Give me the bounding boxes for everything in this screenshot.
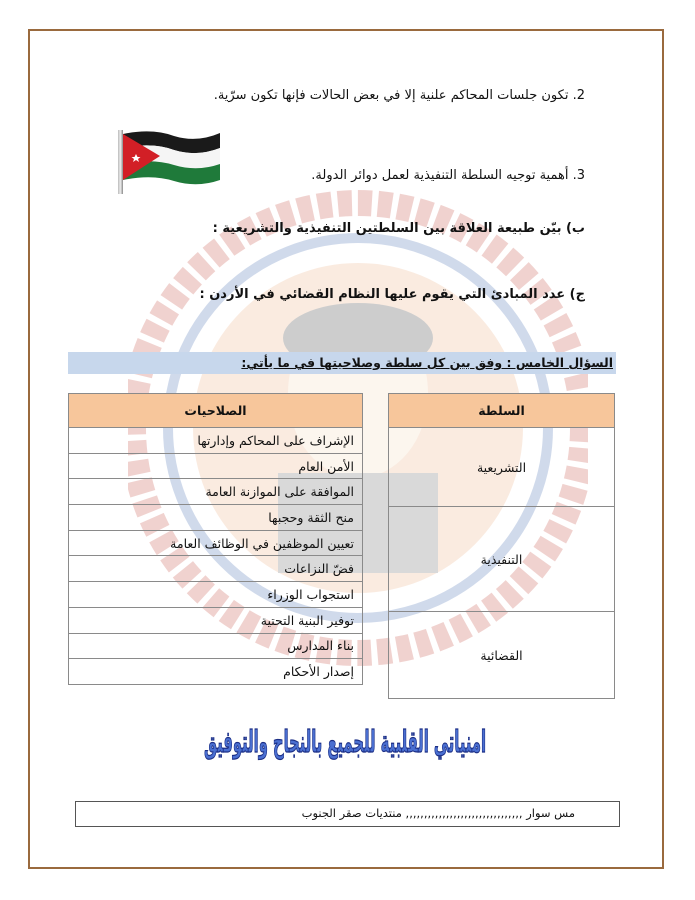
authority-header: السلطة <box>389 394 615 428</box>
authority-table <box>388 393 615 699</box>
power-item: استجواب الوزراء <box>69 582 363 608</box>
calligraphy-wish <box>200 712 490 768</box>
question-c: ج) عدد المبادئ التي يقوم عليها النظام القضائي في الأردن : <box>199 287 585 302</box>
power-item: الموافقة على الموازنة العامة <box>69 479 363 505</box>
item-2: 2. تكون جلسات المحاكم علنية إلا في بعض الحالات فإنها تكون سرّية. <box>213 88 585 103</box>
question5-title: السؤال الخامس : وفق بين كل سلطة وصلاحيتها في ما يأتي: <box>241 355 613 370</box>
power-item: بناء المدارس <box>69 633 363 659</box>
footer-text: مس سوار ,,,,,,,,,,,,,,,,,,,,,,,,,,,,,,,, منتديات صقر الجنوب <box>301 806 575 820</box>
authority-executive: التنفيذية <box>389 507 615 612</box>
jordan-flag-icon <box>112 128 224 194</box>
calligraphy-text: امنياتي القلبية للجميع بالنجاح والتوفيق <box>204 725 486 760</box>
powers-table <box>68 393 363 685</box>
authority-legislative: التشريعية <box>389 428 615 507</box>
power-item: الأمن العام <box>69 453 363 479</box>
authority-judicial: القضائية <box>389 612 615 699</box>
power-item: تعيين الموظفين في الوظائف العامة <box>69 530 363 556</box>
item-3: 3. أهمية توجيه السلطة التنفيذية لعمل دوائر الدولة. <box>311 168 585 183</box>
power-item: توفير البنية التحتية <box>69 607 363 633</box>
power-item: منح الثقة وحجبها <box>69 505 363 531</box>
power-item: فضّ النزاعات <box>69 556 363 582</box>
question-b: ب) بيّن طبيعة العلاقة بين السلطتين التنفيذية والتشريعية : <box>212 221 585 236</box>
power-item: إصدار الأحكام <box>69 659 363 685</box>
powers-header: الصلاحيات <box>69 394 363 428</box>
power-item: الإشراف على المحاكم وإدارتها <box>69 428 363 454</box>
